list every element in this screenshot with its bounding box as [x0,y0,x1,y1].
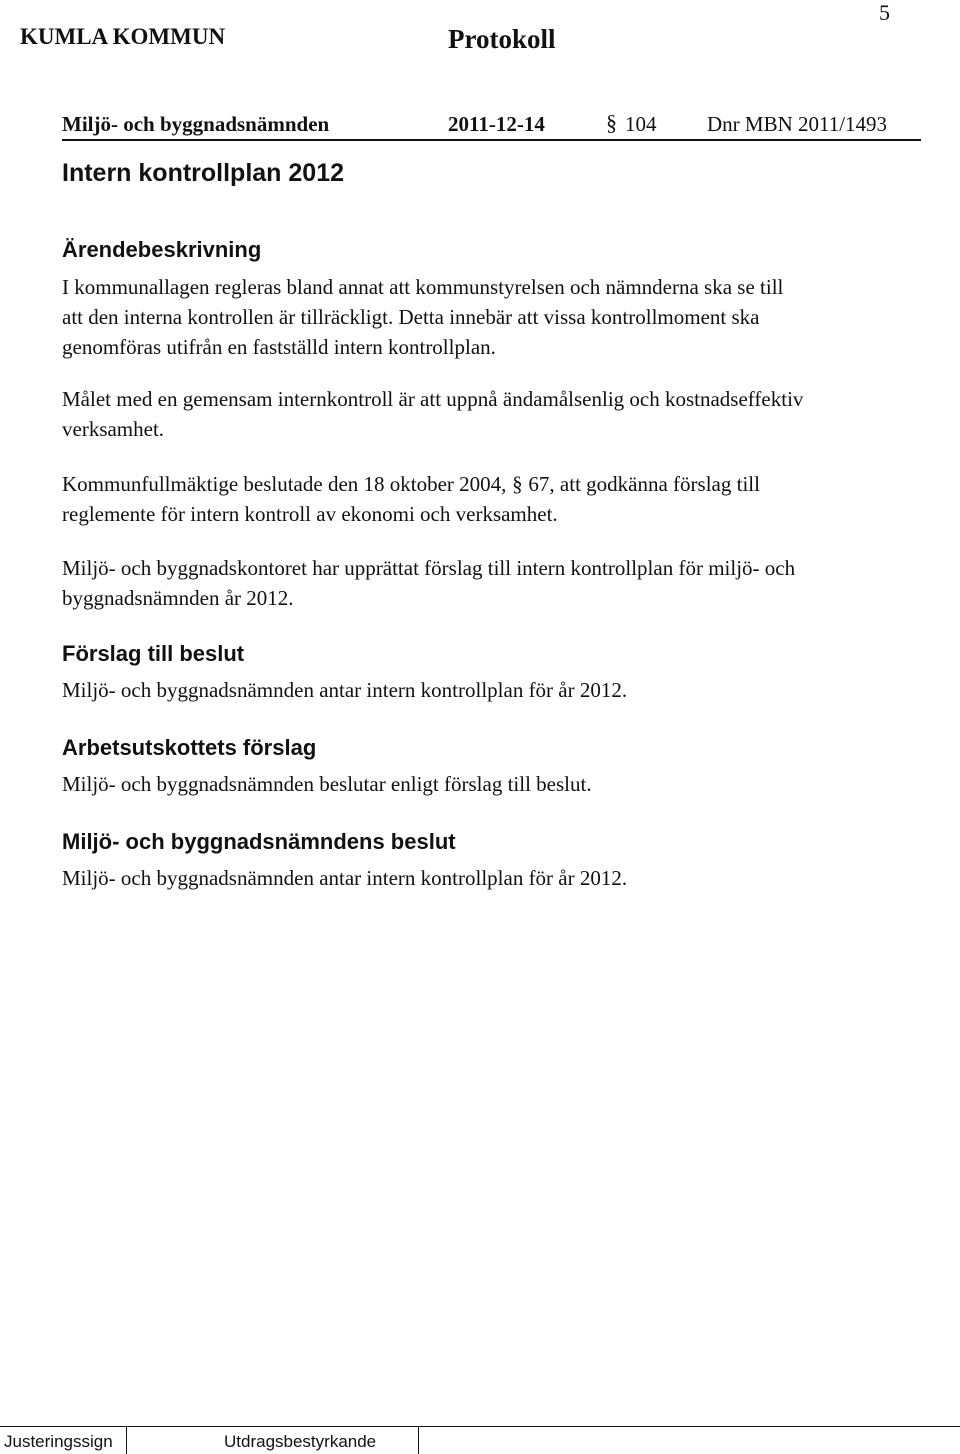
committee-proposal-heading: Arbetsutskottets förslag [62,735,317,760]
text-segment: Kommunfullmäktige beslutade den 18 oktober 2004, [62,472,507,496]
description-heading: Ärendebeskrivning [62,237,262,262]
decision-text: Miljö- och byggnadsnämnden antar intern kontrollplan för år 2012. [62,866,628,890]
footer-utdrag-label: Utdragsbestyrkande [224,1432,377,1451]
text-line: att den interna kontrollen är tillräckligt. Detta innebär att vissa kontrollmoment ska [62,305,760,329]
footer-divider-left [126,1426,127,1454]
text-line: Målet med en gemensam internkontroll är att uppnå ändamålsenlig och kostnadseffektiv [62,387,804,411]
page-number: 5 [879,0,890,25]
header-rule [62,139,921,141]
description-paragraph-2 [62,384,803,444]
decision-heading: Miljö- och byggnadsnämndens beslut [62,829,456,854]
text-line: I kommunallagen regleras bland annat att kommunstyrelsen och nämnderna ska se till [62,275,784,299]
description-paragraph-1 [62,272,783,362]
description-paragraph-3 [62,469,760,529]
text-line: byggnadsnämnden år 2012. [62,586,294,610]
committee-name: Miljö- och byggnadsnämnden [62,112,330,136]
document-type: Protokoll [448,24,556,54]
paragraph-number: 104 [625,112,657,136]
footer-divider-right [418,1426,419,1454]
text-line: genomföras utifrån en fastställd intern kontrollplan. [62,335,496,359]
text-line [62,469,760,499]
proposal-text: Miljö- och byggnadsnämnden antar intern kontrollplan för år 2012. [62,678,628,702]
page-title: Intern kontrollplan 2012 [62,159,345,187]
meeting-date: 2011-12-14 [448,112,545,136]
text-line: Miljö- och byggnadskontoret har upprättat förslag till intern kontrollplan för miljö- och [62,556,796,580]
footer-justering-label: Justeringssign [4,1432,113,1451]
section-sign-icon: § [606,110,617,135]
municipality-name: KUMLA KOMMUN [20,24,226,49]
committee-proposal-text: Miljö- och byggnadsnämnden beslutar enligt förslag till beslut. [62,772,592,796]
description-paragraph-4 [62,553,795,613]
text-line: reglemente för intern kontroll av ekonomi och verksamhet. [62,502,558,526]
text-segment: 67, att godkänna förslag till [528,472,760,496]
footer-rule [0,1426,960,1427]
section-sign-icon: § [512,472,523,496]
proposal-heading: Förslag till beslut [62,641,245,666]
diary-number: Dnr MBN 2011/1493 [707,112,888,136]
text-line: verksamhet. [62,417,165,441]
